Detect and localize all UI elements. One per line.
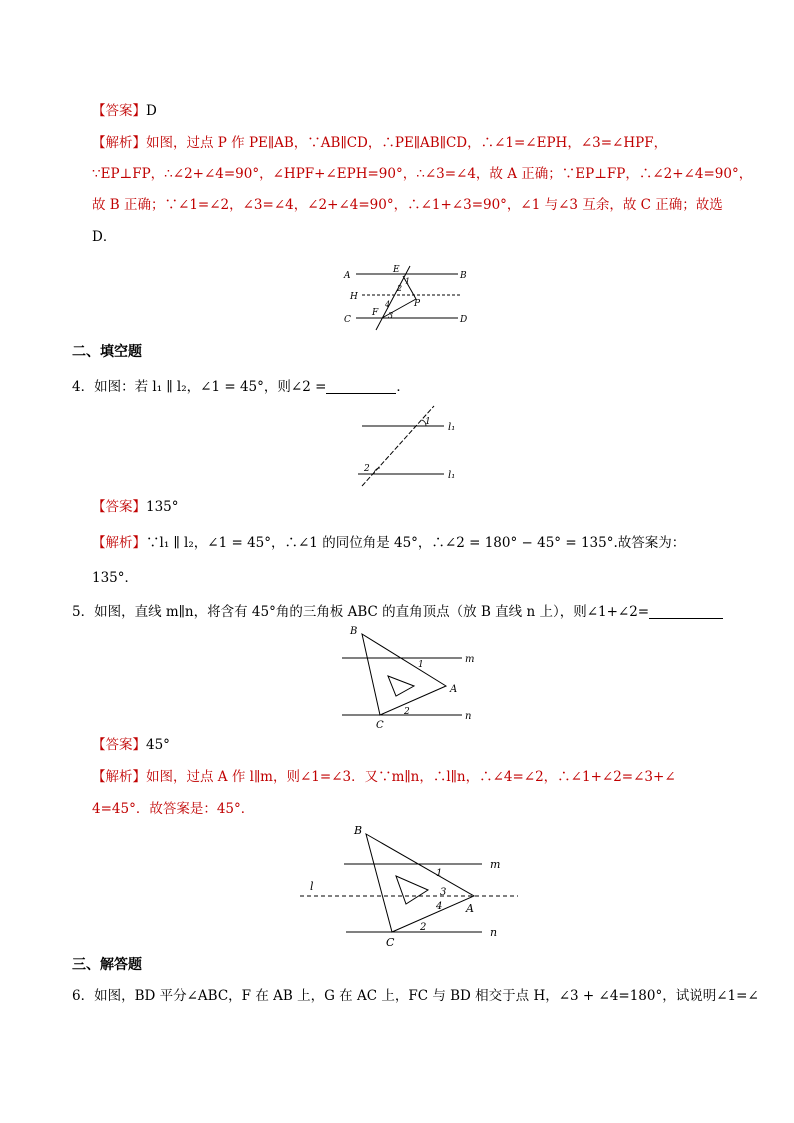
q5-label-m: m [465,654,475,665]
q4-angle-1: 1 [425,417,431,427]
answer-value: D [146,103,157,119]
q4-analysis-line-2: 135°． [92,570,139,586]
q5-label-n: n [465,711,472,722]
q3-parallel-lines-figure [338,262,478,334]
q4-stem [72,378,410,396]
answer-tag: 【答案】 [92,737,146,753]
label-A: A [344,271,351,281]
answer-tag: 【答案】 [92,103,146,119]
q4-angle-2: 2 [364,464,370,474]
answer-value: 45° [146,737,170,753]
q5b-label-A: A [466,902,474,915]
section-heading-fill-blank: 二、填空题 [72,344,142,360]
q4-parallel-lines-figure [352,404,467,490]
q5-stem [72,603,723,621]
q4-stem-end: ． [396,379,410,395]
analysis-text: ∵l₁ ∥ l₂，∠1 = 45°，∴∠1 的同位角是 45°，∴∠2 = 180° − 45° = 135°.故答案为： [146,535,686,551]
analysis-tag: 【解析】 [92,535,146,551]
label-H: H [350,292,358,302]
analysis-text: 如图，过点 A 作 l∥m，则∠1=∠3．又∵m∥n，∴l∥n，∴∠4=∠2，∴∠1+∠2=∠3+∠ [146,769,676,785]
label-D: D [460,315,468,325]
q5-triangle-auxiliary-line-figure [296,824,522,948]
angle-1: 1 [405,277,411,286]
q5b-label-C: C [386,936,395,948]
q3-analysis-line-1 [92,134,667,152]
q5-answer-blank [649,604,723,619]
q3-analysis-line-4: D． [92,229,117,245]
q5b-label-l: l [310,880,314,893]
analysis-tag: 【解析】 [92,135,146,151]
q3-answer-line [92,102,157,120]
angle-2: 2 [397,284,403,293]
angle-3: 3 [388,311,394,320]
answer-value: 135° [146,499,179,515]
label-P: P [414,299,421,309]
analysis-tag: 【解析】 [92,769,146,785]
q5-answer-line [92,736,170,754]
q5b-angle-1: 1 [436,868,443,879]
q5-analysis-line-2: 4=45°．故答案是：45°． [92,801,255,817]
q3-analysis-line-2: ∵EP⊥FP，∴∠2+∠4=90°，∠HPF+∠EPH=90°，∴∠3=∠4，故 A 正确；∵EP⊥FP，∴∠2+∠4=90°， [92,166,753,182]
q5-label-C: C [376,720,384,731]
q4-label-l1-top: l₁ [448,422,456,433]
q4-answer-blank [326,379,396,394]
q5b-angle-2: 2 [420,922,427,933]
q5-angle-1: 1 [418,660,424,670]
label-C: C [344,315,351,325]
q5-angle-2: 2 [404,707,410,717]
q5-label-B: B [350,626,358,637]
section-heading-solutions: 三、解答题 [72,957,142,973]
answer-tag: 【答案】 [92,499,146,515]
label-F: F [372,308,379,318]
q5-triangle-figure [336,620,486,732]
q4-label-l1-bottom: l₁ [448,470,456,481]
q3-analysis-line-3: 故 B 正确；∵∠1=∠2，∠3=∠4，∠2+∠4=90°，∴∠1+∠3=90°，∠1 与∠3 互余，故 C 正确；故选 [92,197,723,213]
q5-stem-text: 5．如图，直线 m∥n，将含有 45°角的三角板 ABC 的直角顶点（放 B 直线 n 上），则∠1+∠2= [72,604,650,620]
q5b-angle-4: 4 [436,901,443,912]
q5b-label-m: m [490,858,501,871]
q5b-label-B: B [354,824,363,837]
q6-stem: 6．如图，BD 平分∠ABC，F 在 AB 上，G 在 AC 上，FC 与 BD 相交于点 H，∠3 + ∠4=180°，试说明∠1=∠ [72,988,759,1004]
q5b-angle-3: 3 [440,887,447,898]
q4-analysis-line-1 [92,534,685,552]
label-E: E [393,265,400,275]
q5-label-A: A [450,684,458,695]
q5b-label-n: n [490,926,498,939]
q5-analysis-line-1 [92,768,676,786]
analysis-text: 如图，过点 P 作 PE∥AB，∵AB∥CD，∴PE∥AB∥CD，∴∠1=∠EPH，∠3=∠HPF， [146,135,668,151]
q4-stem-text: 4．如图：若 l₁ ∥ l₂，∠1 = 45°，则∠2 = [72,379,327,395]
label-B: B [460,271,467,281]
angle-4: 4 [385,300,391,309]
q4-answer-line [92,498,179,516]
